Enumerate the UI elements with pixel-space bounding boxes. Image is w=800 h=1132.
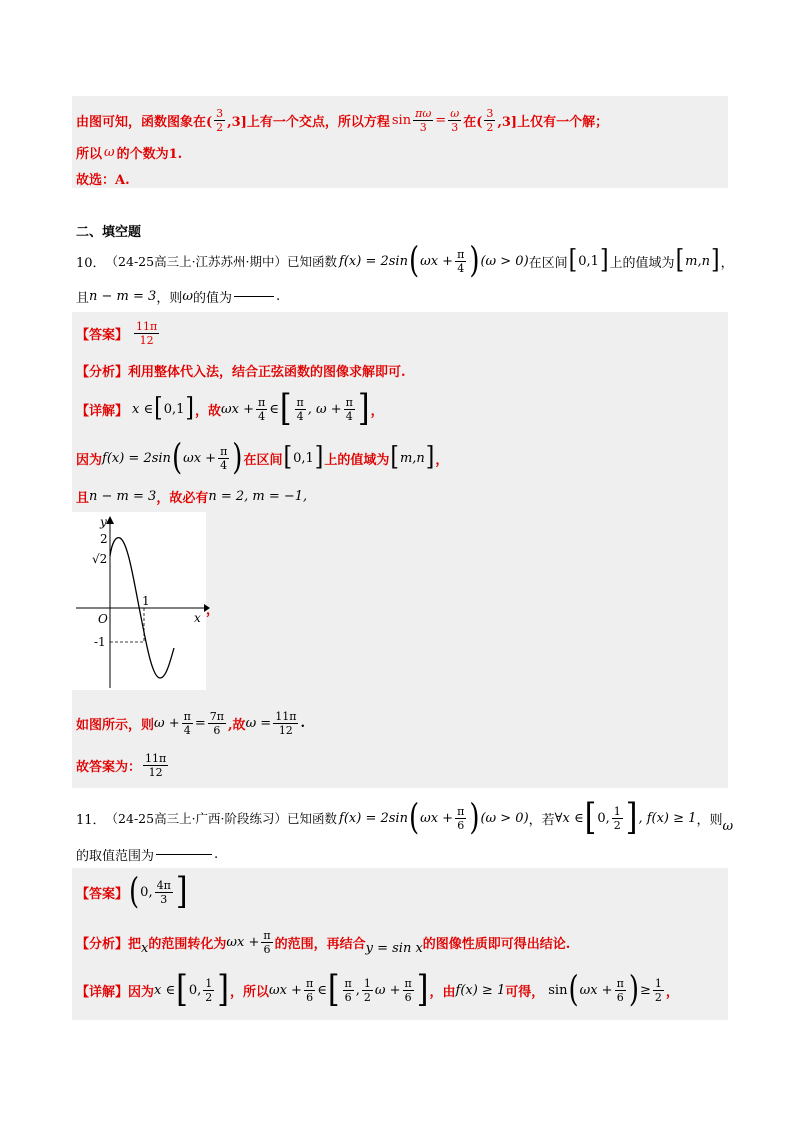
fraction-part: 4	[457, 261, 465, 275]
fraction-part: 2	[654, 990, 662, 1004]
fraction-part: ω	[450, 106, 460, 120]
q9-conclusion-line	[76, 104, 608, 136]
math-text: ωx +	[226, 934, 260, 950]
fraction-part: 2	[363, 990, 371, 1004]
math-text	[208, 710, 226, 737]
fraction-part: 4	[345, 409, 353, 423]
fraction-part: 4	[258, 409, 266, 423]
math-text: 【详解】	[76, 984, 129, 1000]
fraction-part: 2	[486, 120, 494, 134]
fraction-part: 4	[183, 723, 191, 737]
math-text	[455, 248, 466, 275]
math-text: 且	[76, 490, 90, 506]
math-text: ，则	[696, 812, 723, 828]
answer-blank	[156, 854, 212, 855]
math-text: [	[154, 393, 163, 424]
math-text: ，若	[528, 812, 555, 828]
fraction-part: 1	[205, 976, 213, 990]
math-text: 在区间	[243, 452, 283, 468]
fraction-part: πω	[415, 106, 432, 120]
fraction-part: 3	[160, 892, 168, 906]
math-text: （24-25高三上·江苏苏州·期中）已知函数	[105, 254, 338, 269]
math-text	[362, 977, 373, 1004]
math-text: 的图像性质即可得出结论.	[422, 936, 571, 952]
math-text: .	[275, 288, 281, 304]
fraction-part: 6	[344, 990, 352, 1004]
math-text	[344, 396, 355, 423]
math-text: 的范围转化为	[148, 936, 227, 952]
math-text: x	[141, 940, 149, 956]
fraction-part: 7π	[209, 709, 225, 723]
math-text: 如图所示，则	[76, 717, 155, 733]
math-text: x ∈	[154, 982, 176, 998]
math-text: ω +	[154, 715, 180, 731]
sine-graph	[72, 512, 212, 692]
math-text: 可得，	[505, 984, 545, 1000]
fraction-part: 2	[216, 120, 224, 134]
math-text: x ∈	[132, 401, 154, 417]
math-text: 【详解】	[76, 403, 129, 419]
math-text: ]	[217, 968, 229, 1011]
q10-and	[76, 486, 307, 506]
math-text: 的取值范围为	[76, 848, 155, 864]
math-text	[143, 752, 168, 779]
math-text: ，由	[429, 984, 456, 1000]
math-text	[256, 396, 267, 423]
math-text: ，	[206, 602, 220, 618]
label-2: 2	[100, 532, 108, 546]
q9-count-line	[76, 142, 182, 162]
math-text	[182, 710, 193, 737]
math-text: ∀x ∈	[554, 810, 584, 826]
math-text: ∈	[269, 401, 279, 417]
math-text: ωx +	[183, 450, 217, 466]
math-text: [	[176, 968, 188, 1011]
math-text: m,n	[685, 253, 710, 269]
math-text: sin	[548, 982, 568, 998]
q11-detail	[76, 968, 679, 1012]
label-sqrt2: √2	[92, 552, 108, 566]
math-text: 所以	[76, 146, 103, 162]
math-text: ，	[665, 984, 679, 1000]
fraction-part: 3	[486, 106, 494, 120]
math-text: (	[129, 871, 140, 913]
math-text: (	[408, 240, 420, 282]
origin-label: O	[98, 612, 108, 626]
q10-analysis	[76, 360, 406, 380]
math-text: ω	[722, 818, 734, 834]
fraction-part: π	[457, 804, 465, 818]
math-text: 利用整体代入法，结合正弦函数的图像求解即可.	[128, 364, 406, 380]
math-text: ωx +	[268, 982, 302, 998]
answer-blank	[234, 296, 274, 297]
math-text	[304, 977, 315, 1004]
fraction	[448, 107, 461, 134]
q9-choice-line	[76, 168, 130, 188]
math-text: 0,1	[163, 401, 185, 417]
math-text: ω	[104, 144, 115, 160]
math-text: ωx +	[579, 982, 613, 998]
fraction-part: 11π	[145, 751, 167, 765]
math-text: ,	[355, 982, 360, 998]
fraction-part: π	[344, 976, 352, 990]
math-text: n − m = 3	[89, 488, 157, 504]
fraction-part: 6	[263, 942, 271, 956]
fraction-part: 6	[404, 990, 412, 1004]
math-text: )	[232, 437, 243, 479]
math-text: 0,	[597, 810, 610, 826]
q10-figure-line	[76, 706, 305, 740]
math-text: 由图可知，函数图象在(	[76, 114, 213, 130]
math-text	[343, 977, 354, 1004]
q11-stem-line1	[76, 798, 733, 838]
math-text: 11．	[76, 812, 106, 828]
math-text: 0,1	[578, 253, 599, 269]
fraction-part: 1	[363, 976, 371, 990]
fraction-part: 11π	[136, 319, 158, 333]
fraction-part: 2	[613, 818, 621, 832]
math-text	[615, 977, 626, 1004]
math-text: [	[279, 387, 292, 430]
math-text: ω =	[245, 715, 272, 731]
math-text: 因为	[76, 452, 103, 468]
math-text: y = sin x	[365, 940, 423, 956]
fraction	[413, 107, 433, 134]
fraction	[214, 107, 225, 134]
q10-stem-line1	[76, 240, 734, 282]
math-text: ]	[314, 442, 324, 473]
fraction-part: 2	[205, 990, 213, 1004]
q10-because	[76, 437, 449, 479]
math-text	[218, 445, 229, 472]
math-text: ωx +	[420, 253, 454, 269]
math-text: n − m = 3	[89, 288, 157, 304]
fraction-part: 6	[306, 990, 314, 1004]
fraction	[484, 107, 495, 134]
math-text: 上的值域为	[324, 452, 390, 468]
math-text: 故答案为：	[76, 759, 142, 775]
math-text: ≥	[639, 982, 651, 998]
math-text: .	[214, 846, 219, 862]
fraction-part: π	[220, 444, 228, 458]
math-text: f(x) = 2sin	[339, 810, 408, 826]
math-text: m,n	[399, 450, 425, 466]
math-text: ，故必有	[156, 490, 209, 506]
math-text: ]	[599, 245, 609, 276]
math-text: [	[675, 245, 685, 276]
fraction-part: 12	[139, 333, 154, 347]
math-text: ，	[370, 403, 384, 419]
math-text: (ω > 0)	[480, 810, 529, 826]
q10-answer	[76, 316, 161, 350]
math-text: [	[584, 796, 597, 839]
math-text: ]	[175, 870, 188, 913]
math-text: , f(x) ≥ 1	[638, 810, 697, 826]
math-text: ω +	[374, 982, 401, 998]
math-text: 10．	[76, 255, 106, 271]
math-text: )	[628, 969, 639, 1011]
q11-stem-line2	[76, 844, 218, 864]
math-text: ]	[416, 968, 429, 1011]
math-text: 上的值域为	[609, 255, 675, 271]
label-neg1: -1	[94, 635, 106, 649]
fraction-part: 4	[296, 409, 304, 423]
math-text: ωx +	[221, 401, 254, 417]
math-text	[403, 977, 414, 1004]
math-text: (	[171, 437, 183, 479]
math-text: 在(	[463, 114, 483, 130]
math-text: 在区间	[528, 255, 568, 271]
fraction-part: 11π	[275, 709, 297, 723]
math-text	[203, 977, 214, 1004]
math-text: ]	[185, 393, 194, 424]
math-text: ，	[720, 255, 734, 271]
math-text: ]	[625, 796, 638, 839]
graph-comma	[206, 598, 219, 618]
math-text: )	[469, 240, 480, 282]
fraction-part: 3	[451, 120, 459, 134]
math-text	[155, 879, 173, 906]
fraction-part: π	[296, 395, 304, 409]
math-text: 【答案】	[76, 327, 129, 343]
math-text: 故选：A.	[76, 172, 130, 188]
math-text: 且	[76, 290, 90, 306]
math-text: ,3]上仅有一个解；	[497, 114, 609, 130]
math-text	[612, 805, 623, 832]
math-text: .	[300, 715, 305, 731]
fraction-part: 6	[457, 818, 465, 832]
x-label: x	[194, 611, 201, 625]
math-text: , ω +	[307, 401, 342, 417]
math-text: sin	[391, 112, 412, 128]
math-text: [	[283, 442, 293, 473]
math-text: 0,	[140, 884, 153, 900]
math-text	[273, 710, 298, 737]
q11-answer	[76, 872, 189, 912]
fraction-part: π	[257, 395, 266, 409]
math-text	[653, 977, 664, 1004]
math-text: n = 2, m = −1,	[208, 488, 308, 504]
fraction-part: π	[263, 928, 271, 942]
math-text: 【分析】	[76, 364, 129, 380]
math-text: 的个数为1.	[116, 146, 183, 162]
fraction-part: 3	[419, 120, 427, 134]
math-text	[261, 929, 272, 956]
fraction-part: 4π	[156, 878, 171, 892]
math-text: ωx +	[420, 810, 454, 826]
math-text: ,故	[228, 717, 246, 733]
fraction-part: 6	[616, 990, 624, 1004]
math-text: (	[408, 797, 420, 839]
q10-final	[76, 748, 170, 782]
fraction-part: 12	[278, 723, 293, 737]
math-text	[295, 396, 306, 423]
math-text: (	[568, 969, 579, 1011]
math-text	[134, 320, 159, 347]
math-text: ，则	[156, 290, 183, 306]
math-text: 0,1	[293, 450, 314, 466]
math-text: （24-25高三上·广西·阶段练习）已知函数	[105, 811, 338, 826]
fraction-part: 6	[213, 723, 221, 737]
graph-background	[72, 512, 206, 690]
math-text: )	[469, 797, 480, 839]
math-text: [	[390, 442, 399, 473]
math-text: 二、填空题	[76, 224, 142, 240]
math-text: ，故	[194, 403, 221, 419]
math-text: ]	[425, 442, 435, 473]
math-text	[455, 805, 466, 832]
math-text: 【分析】	[76, 936, 129, 952]
q10-detail	[76, 387, 384, 430]
math-text: ]	[711, 245, 720, 276]
y-label: y	[100, 515, 107, 529]
math-text: ∈	[317, 982, 327, 998]
fraction-part: π	[457, 247, 465, 261]
math-text: ]	[357, 387, 370, 430]
fraction-part: π	[345, 395, 353, 409]
math-text: =	[435, 112, 447, 128]
math-text: (ω > 0)	[480, 253, 529, 269]
math-text: f(x) = 2sin	[102, 450, 171, 466]
fraction-part: π	[616, 976, 624, 990]
q11-analysis	[76, 922, 570, 962]
math-text: 【答案】	[76, 886, 129, 902]
math-text: 0,	[188, 982, 202, 998]
fraction-part: 1	[613, 804, 621, 818]
math-text: 因为	[128, 984, 155, 1000]
fraction-part: 3	[216, 106, 224, 120]
fraction-part: π	[183, 709, 191, 723]
math-text: f(x) = 2sin	[339, 253, 408, 269]
q10-stem-line2	[76, 286, 280, 306]
fraction-part: 1	[654, 976, 662, 990]
math-text: [	[327, 968, 340, 1011]
label-1: 1	[142, 594, 150, 608]
math-text: =	[194, 715, 206, 731]
math-text: 的值为	[192, 290, 232, 306]
fraction-part: π	[404, 976, 412, 990]
math-text: 的范围，再结合	[274, 936, 366, 952]
math-text: ω	[182, 288, 193, 304]
math-text: f(x) ≥ 1	[455, 982, 506, 998]
math-text: [	[568, 245, 578, 276]
section-heading	[76, 220, 141, 240]
math-text: ，	[435, 452, 449, 468]
math-text: 把	[128, 936, 142, 952]
math-text: ，所以	[229, 984, 269, 1000]
fraction-part: 12	[148, 765, 163, 779]
fraction-part: 4	[220, 458, 228, 472]
math-text: ,3]上有一个交点，所以方程	[227, 114, 390, 130]
fraction-part: π	[305, 976, 314, 990]
